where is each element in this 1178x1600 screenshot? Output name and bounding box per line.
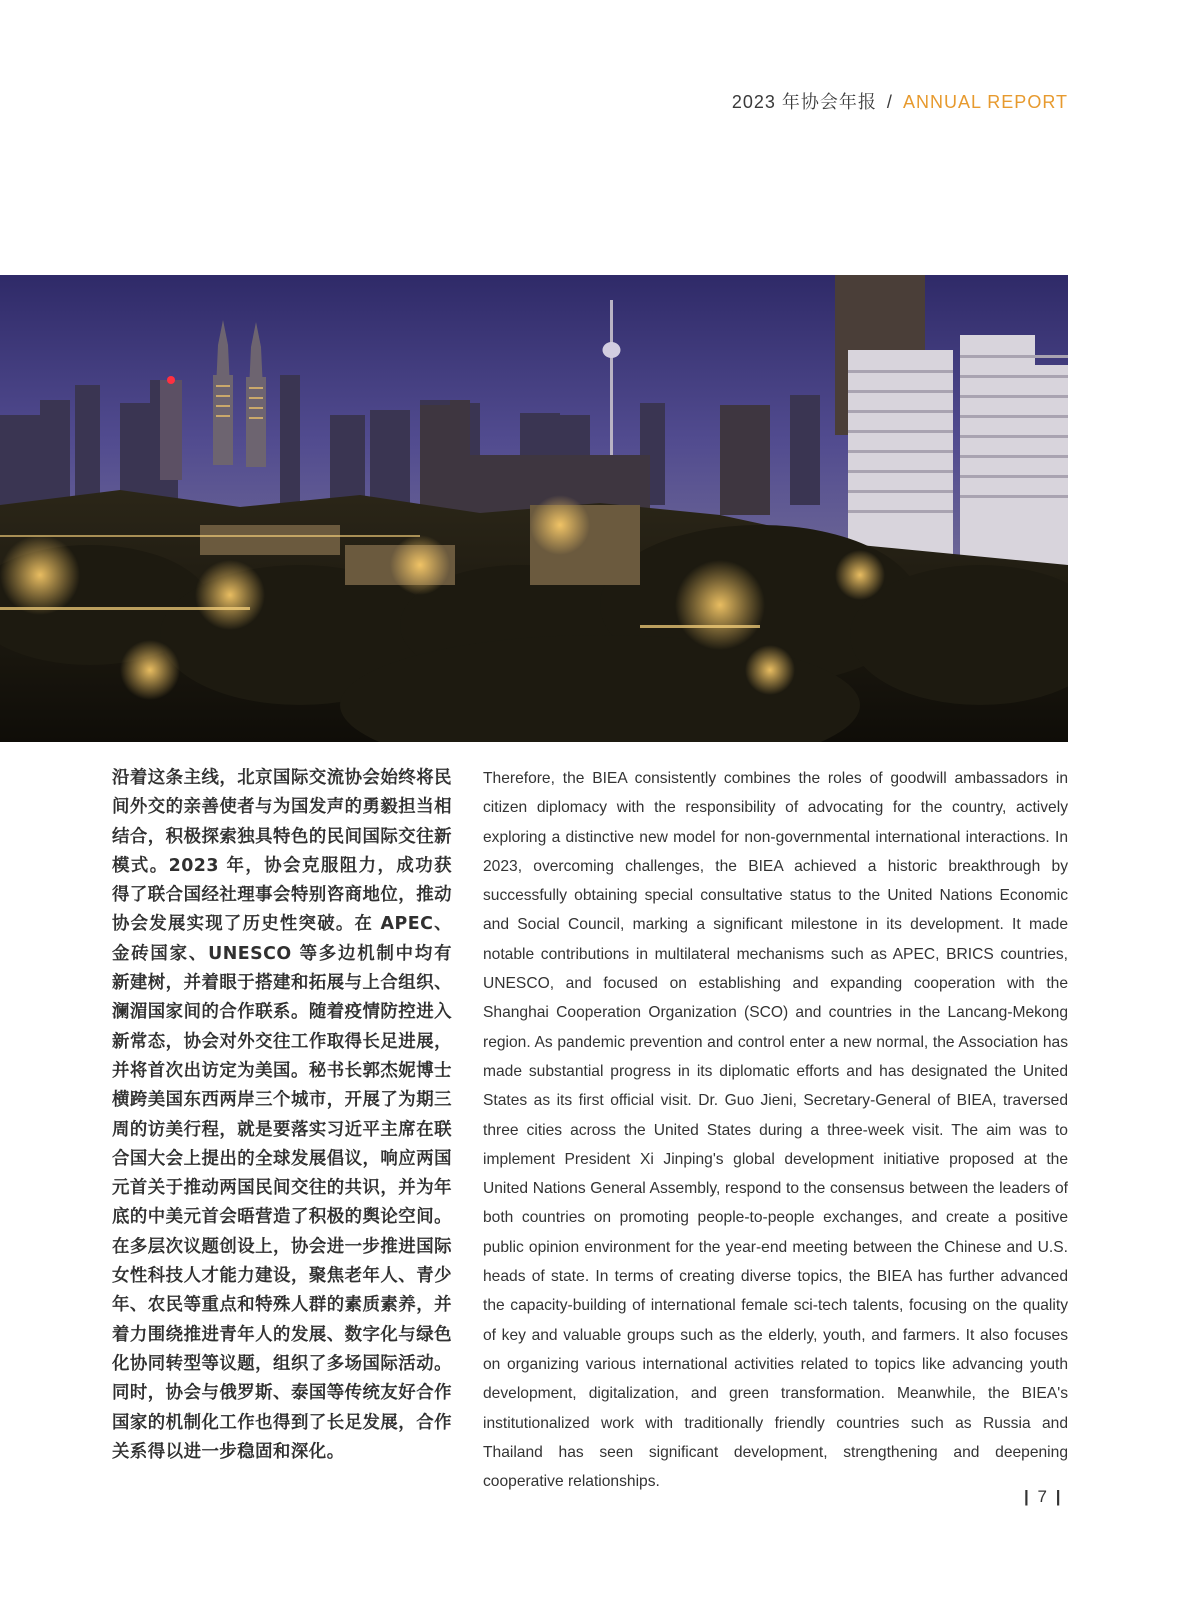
page-number-value: 7 — [1037, 1487, 1049, 1506]
header-chinese-title: 2023 年协会年报 — [731, 92, 877, 112]
page-number — [1024, 1487, 1062, 1507]
header-english-title: ANNUAL REPORT — [902, 92, 1068, 112]
page-number-bar-left: | — [1024, 1487, 1031, 1506]
chinese-paragraph: 沿着这条主线，北京国际交流协会始终将民间外交的亲善使者与为国发声的勇毅担当相结合，积极探索独具特色的民间国际交往新模式。2023 年，协会克服阻力，成功获得了联合国经社理事会特别咨商地位，推动协会发展实现了历史性突破。在 APEC、金砖国家、UNESCO 等多边机制中均有新建树，并着眼于搭建和拓展与上合组织、澜湄国家间的合作联系。随着疫情防控进入新常态，协会对外交往工作取得长足进展，并将首次出访定为美国。秘书长郭杰妮博士横跨美国东西两岸三个城市，开展了为期三周的访美行程，就是要落实习近平主席在联合国大会上提出的全球发展倡议，响应两国元首关于推动两国民间交往的共识，并为年底的中美元首会晤营造了积极的舆论空间。在多层次议题创设上，协会进一步推进国际女性科技人才能力建设，聚焦老年人、青少年、农民等重点和特殊人群的素质素养，并着力围绕推进青年人的发展、数字化与绿色化协同转型等议题，组织了多场国际活动。同时，协会与俄罗斯、泰国等传统友好合作国家的机制化工作也得到了长足发展，合作关系得以进一步稳固和深化。 — [112, 768, 452, 1462]
skyline-illustration — [0, 275, 1068, 742]
page-number-bar-right: | — [1055, 1487, 1063, 1506]
english-body-column — [483, 764, 1068, 1496]
chinese-body-column — [112, 764, 452, 1467]
running-header — [732, 88, 1068, 114]
city-skyline-night-photo — [0, 275, 1068, 742]
english-paragraph: Therefore, the BIEA consistently combines the roles of goodwill ambassadors in citizen diplomacy with the responsibility of advocating for the country, actively exploring a distinctive new model for non-governmental international interactions. In 2023, overcoming challenges, the BIEA achieved a historic breakthrough by successfully obtaining special consultative status to the United Nations Economic and Social Council, marking a significant milestone in its development. It made notable contributions in multilateral mechanisms such as APEC, BRICS countries, UNESCO, and focused on establishing and expanding cooperation with the Shanghai Cooperation Organization (SCO) and countries in the Lancang-Mekong region. As pandemic prevention and control enter a new normal, the Association has made substantial progress in its diplomatic efforts and has designated the United States as its first official visit. Dr. Guo Jieni, Secretary-General of BIEA, traversed three cities across the United States during a three-week visit. The aim was to implement President Xi Jinping's global development initiative proposed at the United Nations General Assembly, respond to the consensus between the leaders of both countries on promoting people-to-people exchanges, and create a positive public opinion environment for the year-end meeting between the Chinese and U.S. heads of state. In terms of creating diverse topics, the BIEA has further advanced the capacity-building of international female sci-tech talents, focusing on the quality of key and valuable groups such as the elderly, youth, and farmers. It also focuses on organizing various international activities related to topics like advancing youth development, digitalization, and green transformation. Meanwhile, the BIEA's institutionalized work with traditionally friendly countries such as Russia and Thailand has seen significant development, strengthening and deepening cooperative relationships. — [483, 770, 1068, 1491]
header-separator: / — [886, 92, 893, 112]
